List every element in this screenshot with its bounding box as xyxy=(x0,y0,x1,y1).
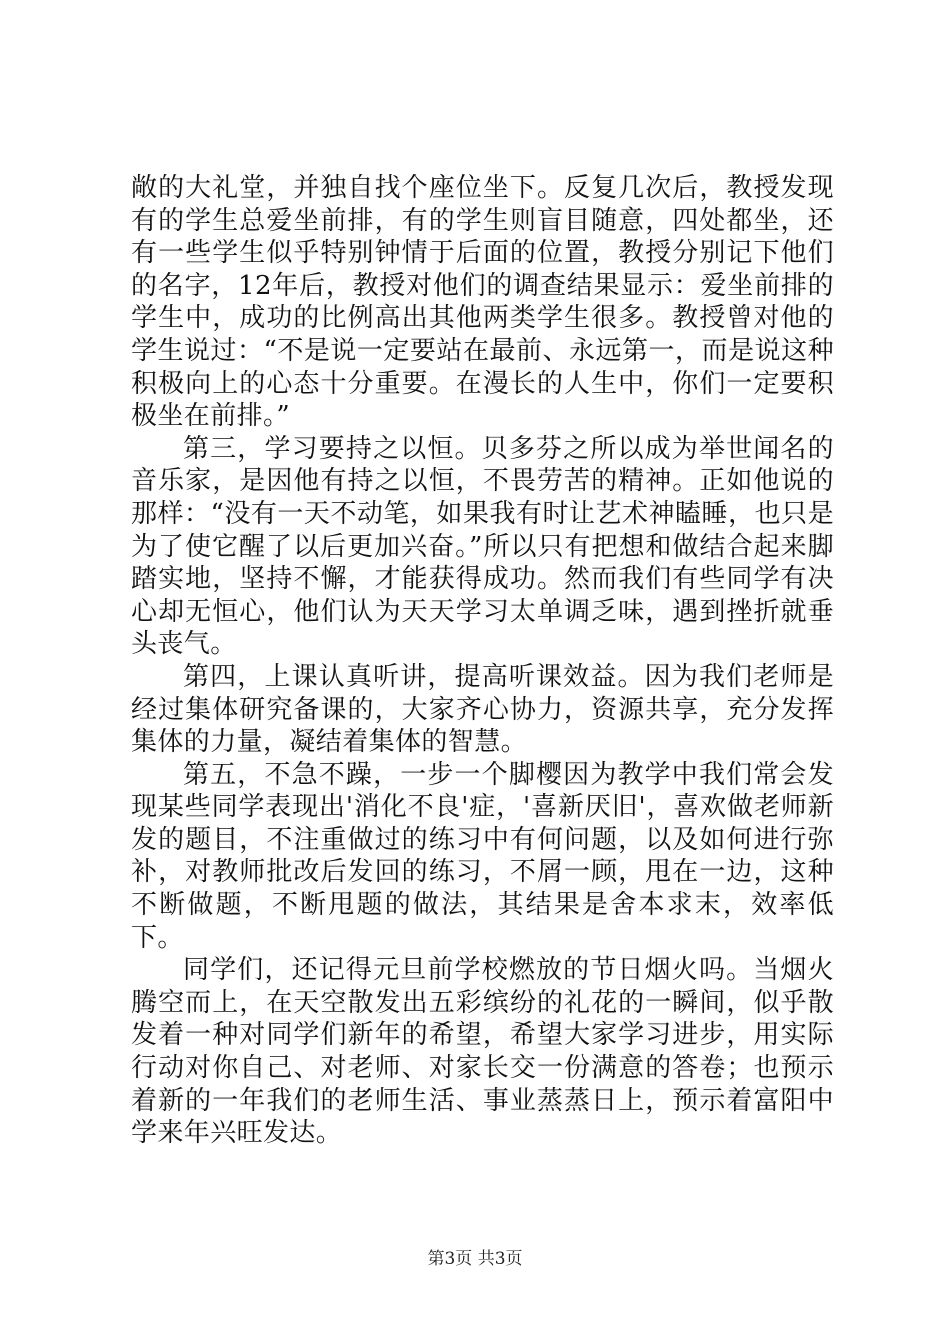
paragraph-5: 同学们，还记得元旦前学校燃放的节日烟火吗。当烟火腾空而上，在天空散发出五彩缤纷的礼花的一瞬间，似乎散发着一种对同学们新年的希望，希望大家学习进步，用实际行动对你自己、对老师、对家长交一份满意的答卷；也预示着新的一年我们的老师生活、事业蒸蒸日上，预示着富阳中学来年兴旺发达。 xyxy=(131,955,834,1149)
paragraph-3: 第四，上课认真听讲，提高听课效益。因为我们老师是经过集体研究备课的，大家齐心协力，资源共享，充分发挥集体的力量，凝结着集体的智慧。 xyxy=(131,661,834,758)
paragraph-2: 第三，学习要持之以恒。贝多芬之所以成为举世闻名的音乐家，是因他有持之以恒，不畏劳苦的精神。正如他说的那样：“没有一天不动笔，如果我有时让艺术神瞌睡，也只是为了使它醒了以后更加兴奋。”所以只有把想和做结合起来脚踏实地，坚持不懈，才能获得成功。然而我们有些同学有决心却无恒心，他们认为天天学习太单调乏味，遇到挫折就垂头丧气。 xyxy=(131,433,834,660)
page-footer: 第3页 共3页 xyxy=(427,1249,523,1269)
paragraph-1: 敞的大礼堂，并独自找个座位坐下。反复几次后，教授发现有的学生总爱坐前排，有的学生则盲目随意，四处都坐，还有一些学生似乎特别钟情于后面的位置，教授分别记下他们的名字，12年后，教授对他们的调查结果显示：爱坐前排的学生中，成功的比例高出其他两类学生很多。教授曾对他的学生说过：“不是说一定要站在最前、永远第一，而是说这种积极向上的心态十分重要。在漫长的人生中，你们一定要积极坐在前排。” xyxy=(131,173,834,432)
paragraph-4: 第五，不急不躁，一步一个脚樱因为教学中我们常会发现某些同学表现出'消化不良'症，'喜新厌旧'，喜欢做老师新发的题目，不注重做过的练习中有何问题，以及如何进行弥补，对教师批改后发回的练习，不屑一顾，甩在一边，这种不断做题，不断甩题的做法，其结果是舍本求末，效率低下。 xyxy=(131,759,834,953)
document-body xyxy=(131,172,834,1150)
